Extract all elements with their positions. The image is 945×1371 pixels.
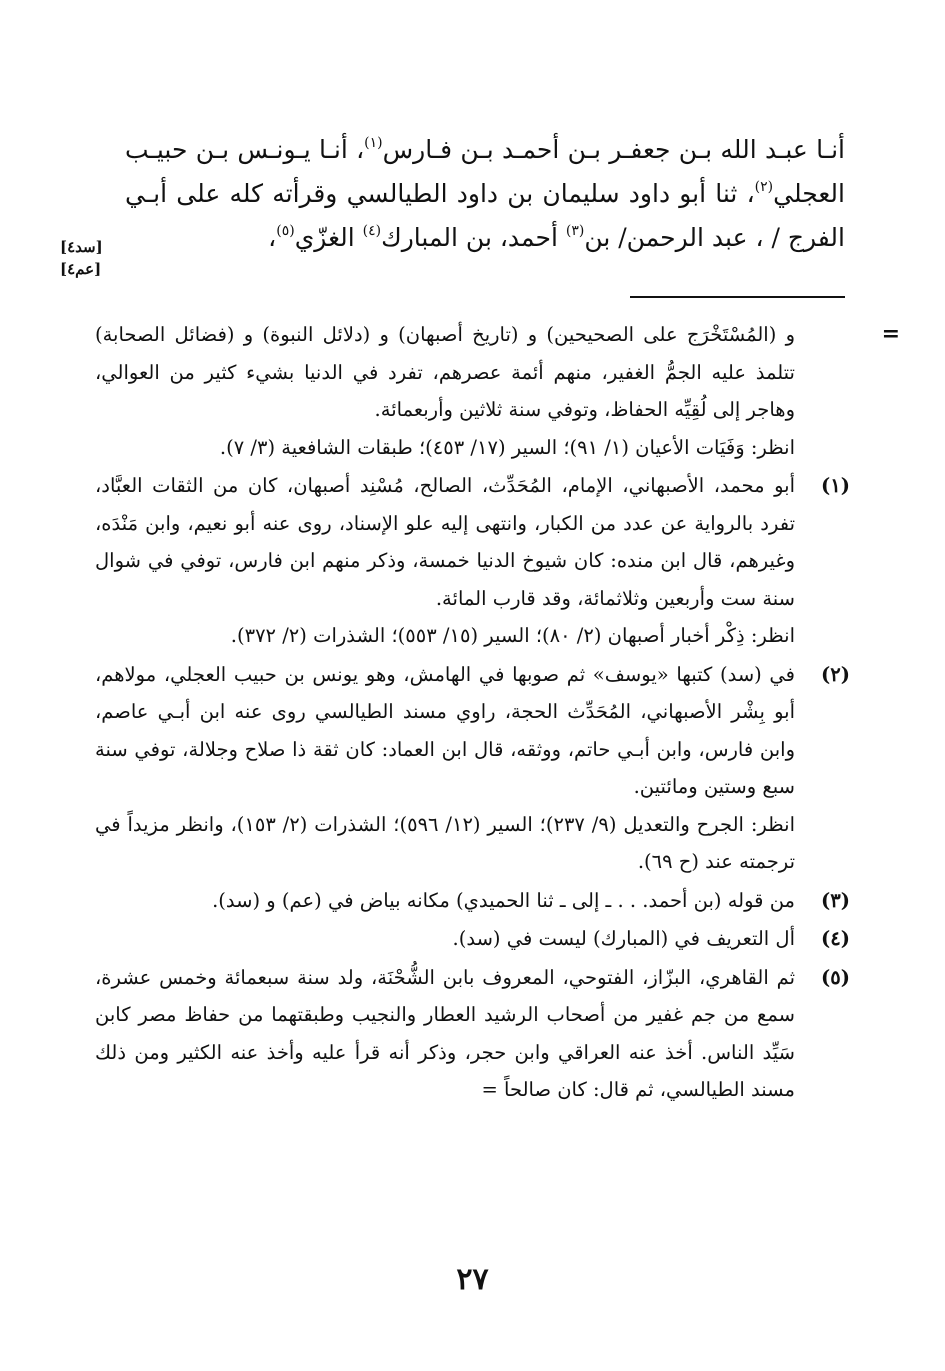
footnote-paragraph: و (المُسْتَخْرَج على الصحيحين) و (تاريخ أصبهان) و (دلائل النبوة) و (فضائل الصحابة) تتلمذ عليه الجمُّ الغفير، منهم أئمة عصرهم، تفرد في الدنيا بشيء كثير من العوالي، وهاجر إلى لُقِيِّه الحفاظ، وتوفي سنة ثلاثين وأربعمائة. (95, 323, 795, 421)
main-text-segment: الغزّي (294, 223, 363, 252)
footnote-number: (٥) (821, 965, 850, 989)
footnote-paragraph: انظر: وَفَيَات الأعيان (١/ ٩١)؛ السير (١٧/ ٤٥٣)؛ طبقات الشافعية (٣/ ٧). (219, 435, 795, 459)
main-text-segment: ، (268, 223, 277, 252)
footnote-1 (95, 467, 850, 655)
footnote-paragraph: أل التعريف في (المبارك) ليست في (سد). (452, 927, 795, 950)
footnote-separator (630, 296, 845, 298)
page-number: ٢٧ (456, 1262, 489, 1297)
main-text-segment: ، أنـا يـونـس بـن حبيـب العجلي (125, 135, 845, 208)
footnote-4 (95, 920, 850, 958)
footnotes (95, 316, 900, 1110)
footnote-paragraph: انظر: ذِكْر أخبار أصبهان (٢/ ٨٠)؛ السير (١٥/ ٥٥٣)؛ الشذرات (٢/ ٣٧٢). (230, 624, 795, 647)
footnote-ref-4[interactable]: (٤) (362, 223, 382, 239)
footnote-paragraph: أبو محمد، الأصبهاني، الإمام، المُحَدِّث، الصالح، مُسْنِد أصبهان، كان من الثقات العبَّاد، تفرد بالرواية عن عدد من الكبار، وانتهى إليه علو الإسناد، روى عنه أبو نعيم، وابن مَنْدَه، وغيرهم، قال ابن منده: كان شيوخ الدنيا خمسة، وذكر منهم ابن فارس، توفي في شوال سنة ست وأربعين وثلاثمائة، وقد قارب المائة. (95, 474, 795, 610)
footnote-ref-1[interactable]: (١) (364, 135, 383, 151)
footnote-paragraph: انظر: الجرح والتعديل (٩/ ٢٣٧)؛ السير (١٢/ ٥٩٦)؛ الشذرات (٢/ ١٥٣)، وانظر مزيداً في ترجمته عند (ح ٦٩). (95, 812, 796, 873)
footnote-paragraph: من قوله (بن أحمد. . . ـ إلى ـ ثنا الحميدي) مكانه بياض في (عم) و (سد). (212, 888, 795, 912)
footnote-number: (٤) (821, 927, 850, 950)
footnote-number: (٢) (821, 662, 850, 686)
footnote-paragraph: ثم القاهري، البزّاز، الفتوحي، المعروف بابن الشُّحْنَة، ولد سنة سبعمائة وخمس عشرة، سمع من جم غفير من أصحاب الرشيد العطار والنجيب وطبقتهما من حفاظ مصر كابن سَيِّد الناس. أخذ عنه العراقي وابن حجر، وذكر أنه قرأ عليه وأخذ عنه الكثير ومن ذلك مسند الطيالسي، ثم قال: كان صالحاً = (95, 965, 795, 1101)
main-text-segment: أنـا عبـد الله بـن جعفـر بـن أحمـد بـن فـارس (382, 135, 845, 164)
footnote-ref-3[interactable]: (٣) (565, 223, 585, 239)
margin-note-am4: [عم٤] (60, 260, 102, 278)
margin-note-sd4: [سد٤] (60, 238, 103, 256)
footnote-3 (95, 882, 850, 920)
main-text (125, 128, 845, 260)
footnote-number: (١) (821, 474, 850, 497)
footnote-5 (95, 959, 850, 1109)
footnote-paragraph: في (سد) كتبها «يوسف» ثم صوبها في الهامش، وهو يونس بن حبيب العجلي، مولاهم، أبو بِشْر الأصبهاني، المُحَدِّث الحجة، راوي مسند الطيالسي روى عنه ابن أبـي عاصم، وابن فارس، وابن أبـي حاتم، ووثقه، قال ابن العماد: كان ثقة ذا صلاح وجلالة، توفي سنة سبع وستين ومائتين. (95, 662, 795, 798)
footnote-number: (٣) (821, 888, 850, 912)
footnote-continuation (95, 316, 900, 466)
main-paragraph (125, 128, 845, 260)
footnote-ref-5[interactable]: (٥) (276, 223, 295, 239)
footnote-2 (95, 656, 850, 881)
main-text-segment: أحمد، بن المبارك (381, 223, 566, 252)
main-text-segment: ، ثنا أبو داود سليمان بن داود الطيالسي وقرأته كله على أبـي الفرج / ، عبد الرحمن/ بن (125, 179, 845, 252)
footnote-ref-2[interactable]: (٢) (754, 179, 774, 195)
continuation-mark: = (881, 321, 900, 347)
